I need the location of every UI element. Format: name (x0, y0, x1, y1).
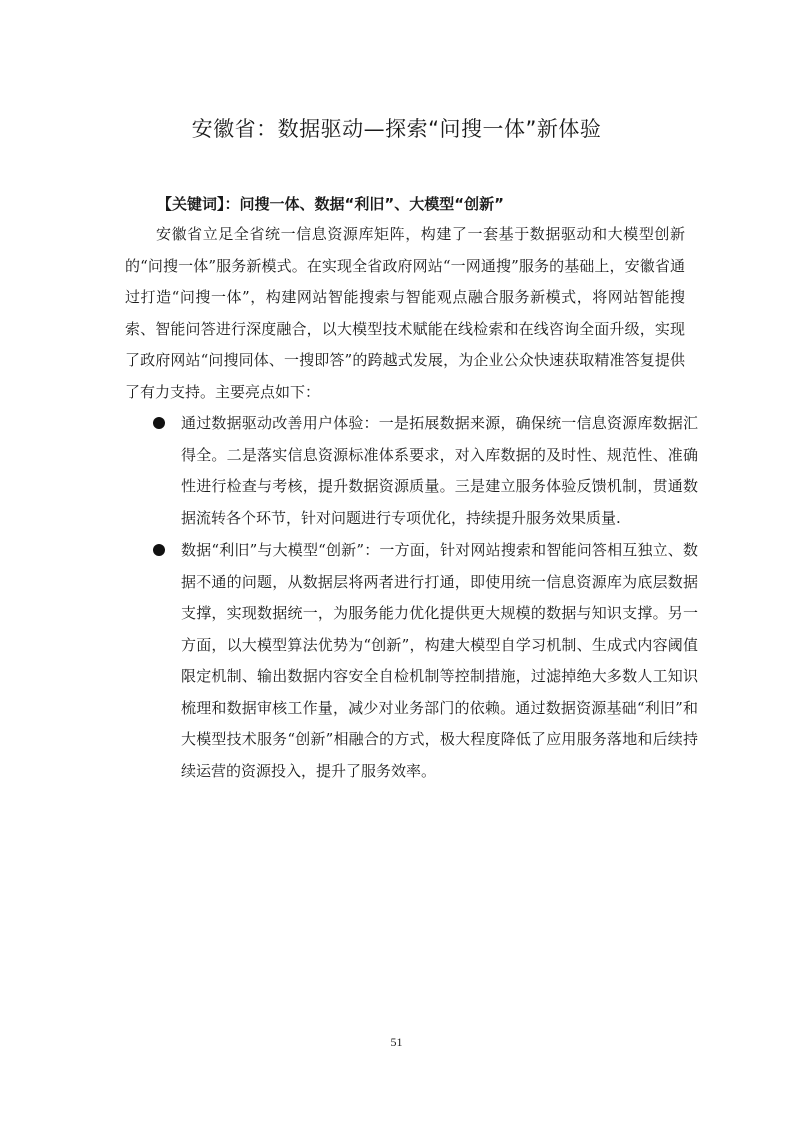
bullet-dot-icon (153, 417, 165, 429)
intro-paragraph: 安徽省立足全省统一信息资源库矩阵，构建了一套基于数据驱动和大模型创新的“问搜一体”服务新模式。在实现全省政府网站“一网通搜”服务的基础上，安徽省通过打造“问搜一体”，构建网站智能搜索与智能观点融合服务新模式，将网站智能搜索、智能问答进行深度融合，以大模型技术赋能在线检索和在线咨询全面升级，实现了政府网站“问搜同体、一搜即答”的跨越式发展，为企业公众快速获取精准答复提供了有力支持。主要亮点如下： (125, 225, 685, 401)
highlight-text: 数据“利旧”与大模型“创新”：一方面，针对网站搜索和智能问答相互独立、数据不通的问题，从数据层将两者进行打通，即使用统一信息资源库为底层数据支撑，实现数据统一，为服务能力优化提供更大规模的数据与知识支撑。另一方面，以大模型算法优势为“创新”，构建大模型自学习机制、生成式内容阈值限定机制、输出数据内容安全自检机制等控制措施，过滤掉绝大多数人工知识梳理和数据审核工作量，减少对业务部门的依赖。通过数据资源基础“利旧”和大模型技术服务“创新”相融合的方式，极大程度降低了应用服务落地和后续持续运营的资源投入，提升了服务效率。 (181, 541, 698, 780)
highlight-text: 通过数据驱动改善用户体验：一是拓展数据来源，确保统一信息资源库数据汇得全。二是落实信息资源标准体系要求，对入库数据的及时性、规范性、准确性进行检查与考核，提升数据资源质量。三是建立服务体验反馈机制，贯通数据流转各个环节，针对问题进行专项优化，持续提升服务效果质量. (181, 414, 698, 527)
highlight-item-reuse-innovation (153, 535, 698, 787)
keywords-line: 【关键词】：问搜一体、数据“利旧”、大模型“创新” (157, 195, 504, 213)
highlight-item-data-driven (153, 408, 698, 534)
highlights-list (153, 408, 698, 787)
page-title: 安徽省：数据驱动—探索“问搜一体”新体验 (191, 117, 602, 141)
bullet-dot-icon (153, 544, 165, 556)
page-number: 51 (390, 1035, 403, 1049)
